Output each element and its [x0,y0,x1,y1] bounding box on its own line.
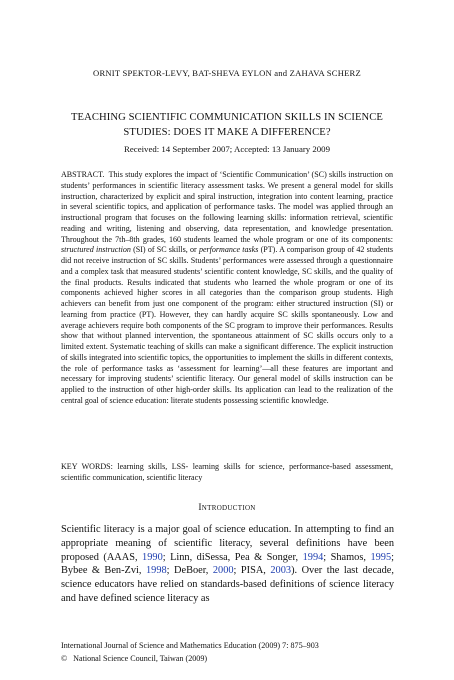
body-text-6: ; PISA, [233,565,266,577]
abstract [61,170,393,407]
citation-link-2000[interactable]: 2000 [212,565,234,577]
body-text-5: ; DeBoer, [166,565,209,577]
paper-title [60,110,394,140]
copyright-holder: National Science Council, Taiwan (2009) [73,654,208,663]
citation-link-2003[interactable]: 2003 [270,565,292,577]
citation-link-1994[interactable]: 1994 [302,551,324,563]
keywords-text: learning skills, LSS- learning skills for science, performance-based assessment, scientific communication, scientific literacy [61,462,393,482]
body-text-4: ; Bybee & Ben-Zvi, [61,551,394,577]
keywords-label: KEY WORDS: [61,462,113,471]
citation-link-1990[interactable]: 1990 [142,551,163,563]
section-heading-introduction: Introduction [198,502,256,513]
copyright-symbol: © [61,654,68,663]
abstract-italic-structured-instruction: structured instruction [61,245,131,255]
body-text-2: ; Linn, diSessa, Pea & Songer, [162,551,299,563]
title-line-1: TEACHING SCIENTIFIC COMMUNICATION SKILLS IN SCIENCE [70,112,384,123]
abstract-italic-performance-tasks: performance tasks [198,245,259,255]
abstract-label: ABSTRACT. [61,170,105,179]
citation-link-1995[interactable]: 1995 [370,551,392,563]
abstract-text-1: This study explores the impact of ‘Scientific Communication’ (SC) skills instruction on students’ performances in scientific literacy assessment tasks. We present a general model for skills instruction, characterized by explicit and spiral instruction, integration into content learning, practice in several scientific topics, and application of performance tasks. The model was applied through an instructional program that focuses on the following learning skills: information retrieval, scientific reading and writing, listening and observing, data representation, and knowledge presentation. Throughout the 7th–8th grades, 160 students learned the whole program or one of its components: [61,170,393,244]
body-text-3: ; Shamos, [323,551,366,563]
title-line-2: STUDIES: DOES IT MAKE A DIFFERENCE? [123,127,331,138]
author-line: ORNIT SPEKTOR-LEVY, BAT-SHEVA EYLON and ZAHAVA SCHERZ [93,68,361,78]
citation-link-1998[interactable]: 1998 [145,565,167,577]
abstract-text-2: (SI) of SC skills, or [133,245,197,255]
body-text-7: ). Over the last decade, science educators have relied on standards-based definitions of science literacy and have defined science literacy as [61,565,394,604]
introduction-paragraph [61,523,394,606]
keywords [61,462,393,484]
received-accepted-dates: Received: 14 September 2007; Accepted: 13 January 2009 [124,144,330,154]
journal-footer: International Journal of Science and Mathematics Education (2009) 7: 875–903 [61,641,319,650]
body-text-1: Scientific literacy is a major goal of science education. In attempting to find an appropriate meaning of scientific literacy, several definitions have been proposed (AAAS, [61,524,394,563]
abstract-text-3: (PT). A comparison group of 42 students did not receive instruction of SC skills. Students’ performances were assessed through a questionnaire and a complex task that measured students’ scientific content knowledge, SC skills, and the quality of the final products. Results indicated that students who learned the whole program or one of its components achieved higher scores in all categories than the comparison group students. High achievers can benefit from just one component of the program: either structured instruction (SI) or learning from practice (PT). However, they can hardly acquire SC skills spontaneously. Low and average achievers require both components of the SC program to improve their performances. Results show that without planned intervention, the spontaneous attainment of SC skills occurs only to a limited extent. Systematic teaching of skills can make a significant difference. The explicit instruction of skills integrated into scientific topics, the opportunities to implement the skills in different contexts, the role of performance tasks as ‘assessment for learning’—all these features are important and necessary for improving students’ scientific literacy. Our general model of skills instruction can be applied to the instruction of other high-order skills. Its application can lead to the realization of the central goal of science education: literate students possessing scientific knowledge. [61,245,393,405]
copyright-footer [61,654,207,663]
